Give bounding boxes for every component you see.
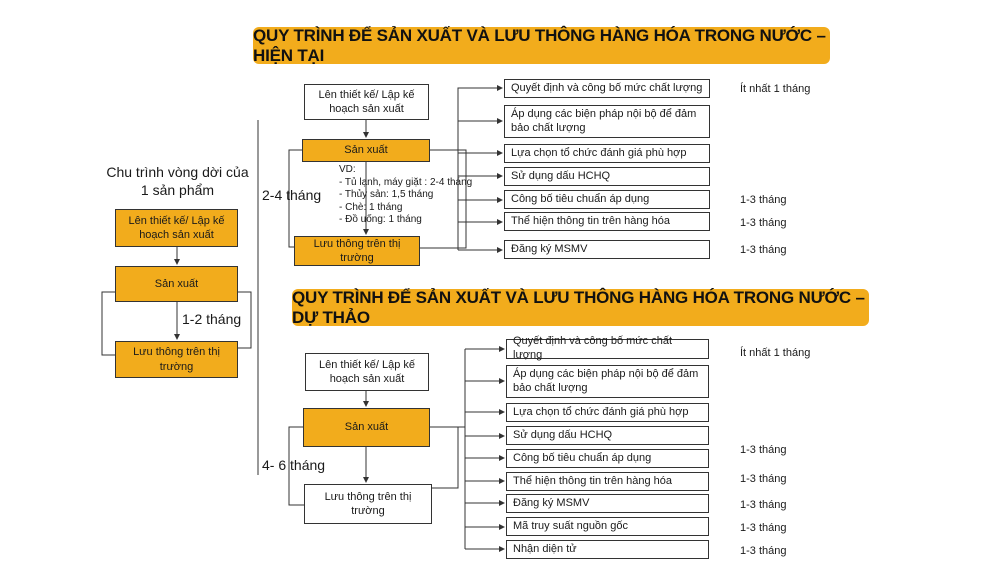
draft-step-box: Đăng ký MSMV (506, 494, 709, 513)
current-step-time: Ít nhất 1 tháng (740, 83, 811, 95)
draft-step-box: Công bố tiêu chuẩn áp dụng (506, 449, 709, 468)
example-line: - Chè: 1 tháng (339, 201, 403, 213)
current-step-box: Sử dụng dấu HCHQ (504, 167, 710, 186)
current-distribution-box: Lưu thông trên thị trường (294, 236, 420, 266)
current-design-box: Lên thiết kế/ Lập kế hoạch sản xuất (304, 84, 429, 120)
current-step-box: Áp dụng các biện pháp nội bộ để đảm bảo chất lượng (504, 105, 710, 138)
current-step-time: 1-3 tháng (740, 244, 787, 256)
lifecycle-production-box: Sản xuất (115, 266, 238, 302)
lifecycle-title: Chu trình vòng dời của 1 sản phẩm (106, 164, 249, 199)
draft-step-box: Mã truy suất nguồn gốc (506, 517, 709, 536)
current-duration-label: 2-4 tháng (262, 187, 322, 203)
draft-step-time: 1-3 tháng (740, 499, 787, 511)
current-step-box: Thể hiện thông tin trên hàng hóa (504, 212, 710, 231)
draft-step-time: 1-3 tháng (740, 473, 787, 485)
draft-step-box: Quyết định và công bố mức chất lượng (506, 339, 709, 359)
draft-duration-label: 4- 6 tháng (262, 457, 326, 473)
draft-distribution-box: Lưu thông trên thị trường (304, 484, 432, 524)
draft-step-box: Lựa chọn tổ chức đánh giá phù hợp (506, 403, 709, 422)
example-line: - Thủy sản: 1,5 tháng (339, 189, 434, 200)
current-step-time: 1-3 tháng (740, 194, 787, 206)
current-step-box: Công bố tiêu chuẩn áp dụng (504, 190, 710, 209)
draft-design-box: Lên thiết kế/ Lập kế hoạch sản xuất (305, 353, 429, 391)
draft-production-box: Sản xuất (303, 408, 430, 447)
draft-step-time: 1-3 tháng (740, 545, 787, 557)
example-line: - Đồ uống: 1 tháng (339, 214, 422, 225)
draft-step-time: 1-3 tháng (740, 444, 787, 456)
draft-step-time: 1-3 tháng (740, 522, 787, 534)
current-step-time: 1-3 tháng (740, 217, 787, 229)
draft-step-box: Thể hiện thông tin trên hàng hóa (506, 472, 709, 491)
example-line: VD: (339, 164, 356, 175)
current-process-title: QUY TRÌNH ĐỂ SẢN XUẤT VÀ LƯU THÔNG HÀNG HÓA TRONG NƯỚC –HIỆN TẠI (253, 27, 830, 64)
lifecycle-duration-label: 1-2 tháng (182, 311, 242, 327)
current-step-box: Đăng ký MSMV (504, 240, 710, 259)
example-line: - Tủ lạnh, máy giặt : 2-4 tháng (339, 176, 473, 188)
current-examples (339, 164, 472, 227)
draft-step-box: Nhận diện tử (506, 540, 709, 559)
current-step-box: Lựa chọn tổ chức đánh giá phù hợp (504, 144, 710, 163)
current-step-box: Quyết định và công bố mức chất lượng (504, 79, 710, 98)
draft-process-title: QUY TRÌNH ĐỂ SẢN XUẤT VÀ LƯU THÔNG HÀNG HÓA TRONG NƯỚC –DỰ THẢO (292, 289, 869, 326)
draft-step-box: Áp dụng các biện pháp nội bộ để đảm bảo chất lượng (506, 365, 709, 398)
lifecycle-design-box: Lên thiết kế/ Lập kế hoạch sản xuất (115, 209, 238, 247)
draft-step-box: Sử dụng dấu HCHQ (506, 426, 709, 445)
current-production-box: Sản xuất (302, 139, 430, 162)
draft-step-time: Ít nhất 1 tháng (740, 347, 811, 359)
lifecycle-distribution-box: Lưu thông trên thị trường (115, 341, 238, 378)
